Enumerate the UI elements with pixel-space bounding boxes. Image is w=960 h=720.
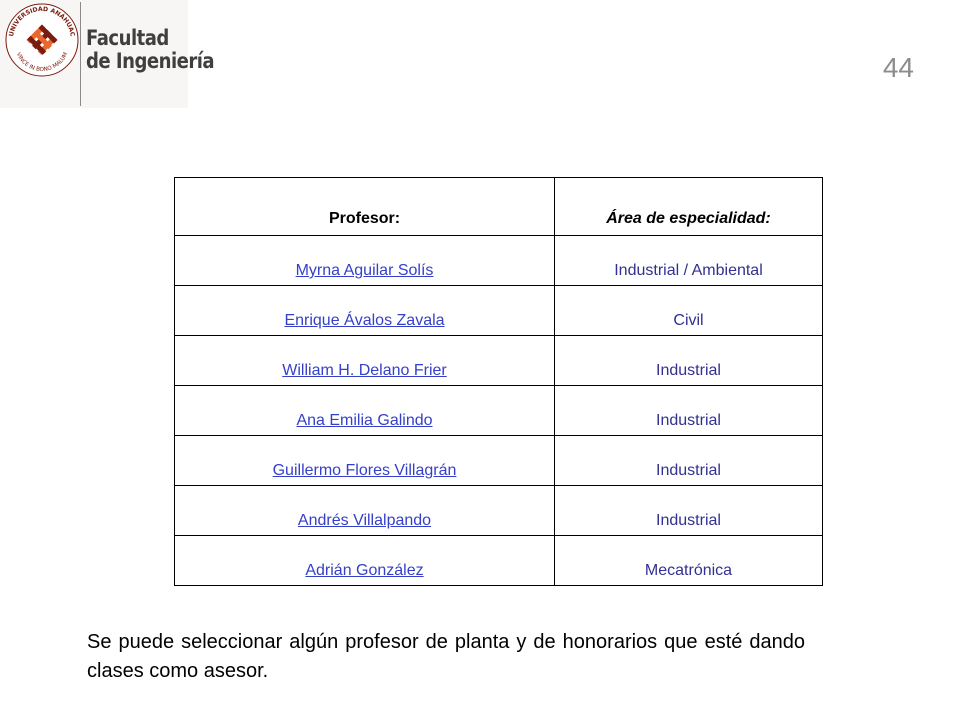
- professor-cell: [175, 236, 555, 286]
- area-cell: Industrial / Ambiental: [555, 236, 823, 286]
- professor-cell: [175, 436, 555, 486]
- professor-link[interactable]: Myrna Aguilar Solís: [295, 262, 434, 279]
- professor-link[interactable]: William H. Delano Frier: [282, 362, 447, 379]
- professor-cell: [175, 536, 555, 586]
- logo-title-line1: Facultad: [86, 26, 169, 50]
- table-row: [175, 486, 823, 536]
- area-cell: Industrial: [555, 486, 823, 536]
- professor-cell: [175, 336, 555, 386]
- professor-cell: [175, 486, 555, 536]
- seal-text-top: UNIVERSIDAD ANÁHUAC: [8, 5, 76, 38]
- professor-cell: [175, 386, 555, 436]
- area-cell: Industrial: [555, 336, 823, 386]
- faculty-logo: [0, 0, 215, 108]
- page-number: 44: [882, 52, 914, 83]
- area-cell: Civil: [555, 286, 823, 336]
- table-row: [175, 286, 823, 336]
- table-row: [175, 436, 823, 486]
- logo-title-line2: de Ingeniería: [86, 49, 215, 73]
- professor-link[interactable]: Guillermo Flores Villagrán: [272, 462, 457, 479]
- advisor-note: Se puede seleccionar algún profesor de planta y de honorarios que esté dando clases como asesor.: [87, 631, 805, 682]
- area-cell: Industrial: [555, 386, 823, 436]
- professor-link[interactable]: Ana Emilia Galindo: [296, 412, 433, 429]
- header-professor: Profesor:: [175, 178, 555, 236]
- professor-link[interactable]: Adrián González: [305, 562, 424, 579]
- professors-table: [174, 177, 823, 586]
- professor-cell: [175, 286, 555, 336]
- table-header-row: [175, 178, 823, 236]
- seal-text-bottom: VINCE IN BONO MALUM: [14, 51, 70, 74]
- header-specialty-area: Área de especialidad:: [555, 178, 823, 236]
- professor-link[interactable]: Enrique Ávalos Zavala: [284, 312, 445, 329]
- table-row: [175, 236, 823, 286]
- logo-divider: [80, 2, 81, 106]
- area-cell: Industrial: [555, 436, 823, 486]
- area-cell: Mecatrónica: [555, 536, 823, 586]
- table-row: [175, 536, 823, 586]
- table-row: [175, 336, 823, 386]
- table-row: [175, 386, 823, 436]
- university-seal-icon: [4, 2, 80, 78]
- professor-link[interactable]: Andrés Villalpando: [297, 512, 432, 529]
